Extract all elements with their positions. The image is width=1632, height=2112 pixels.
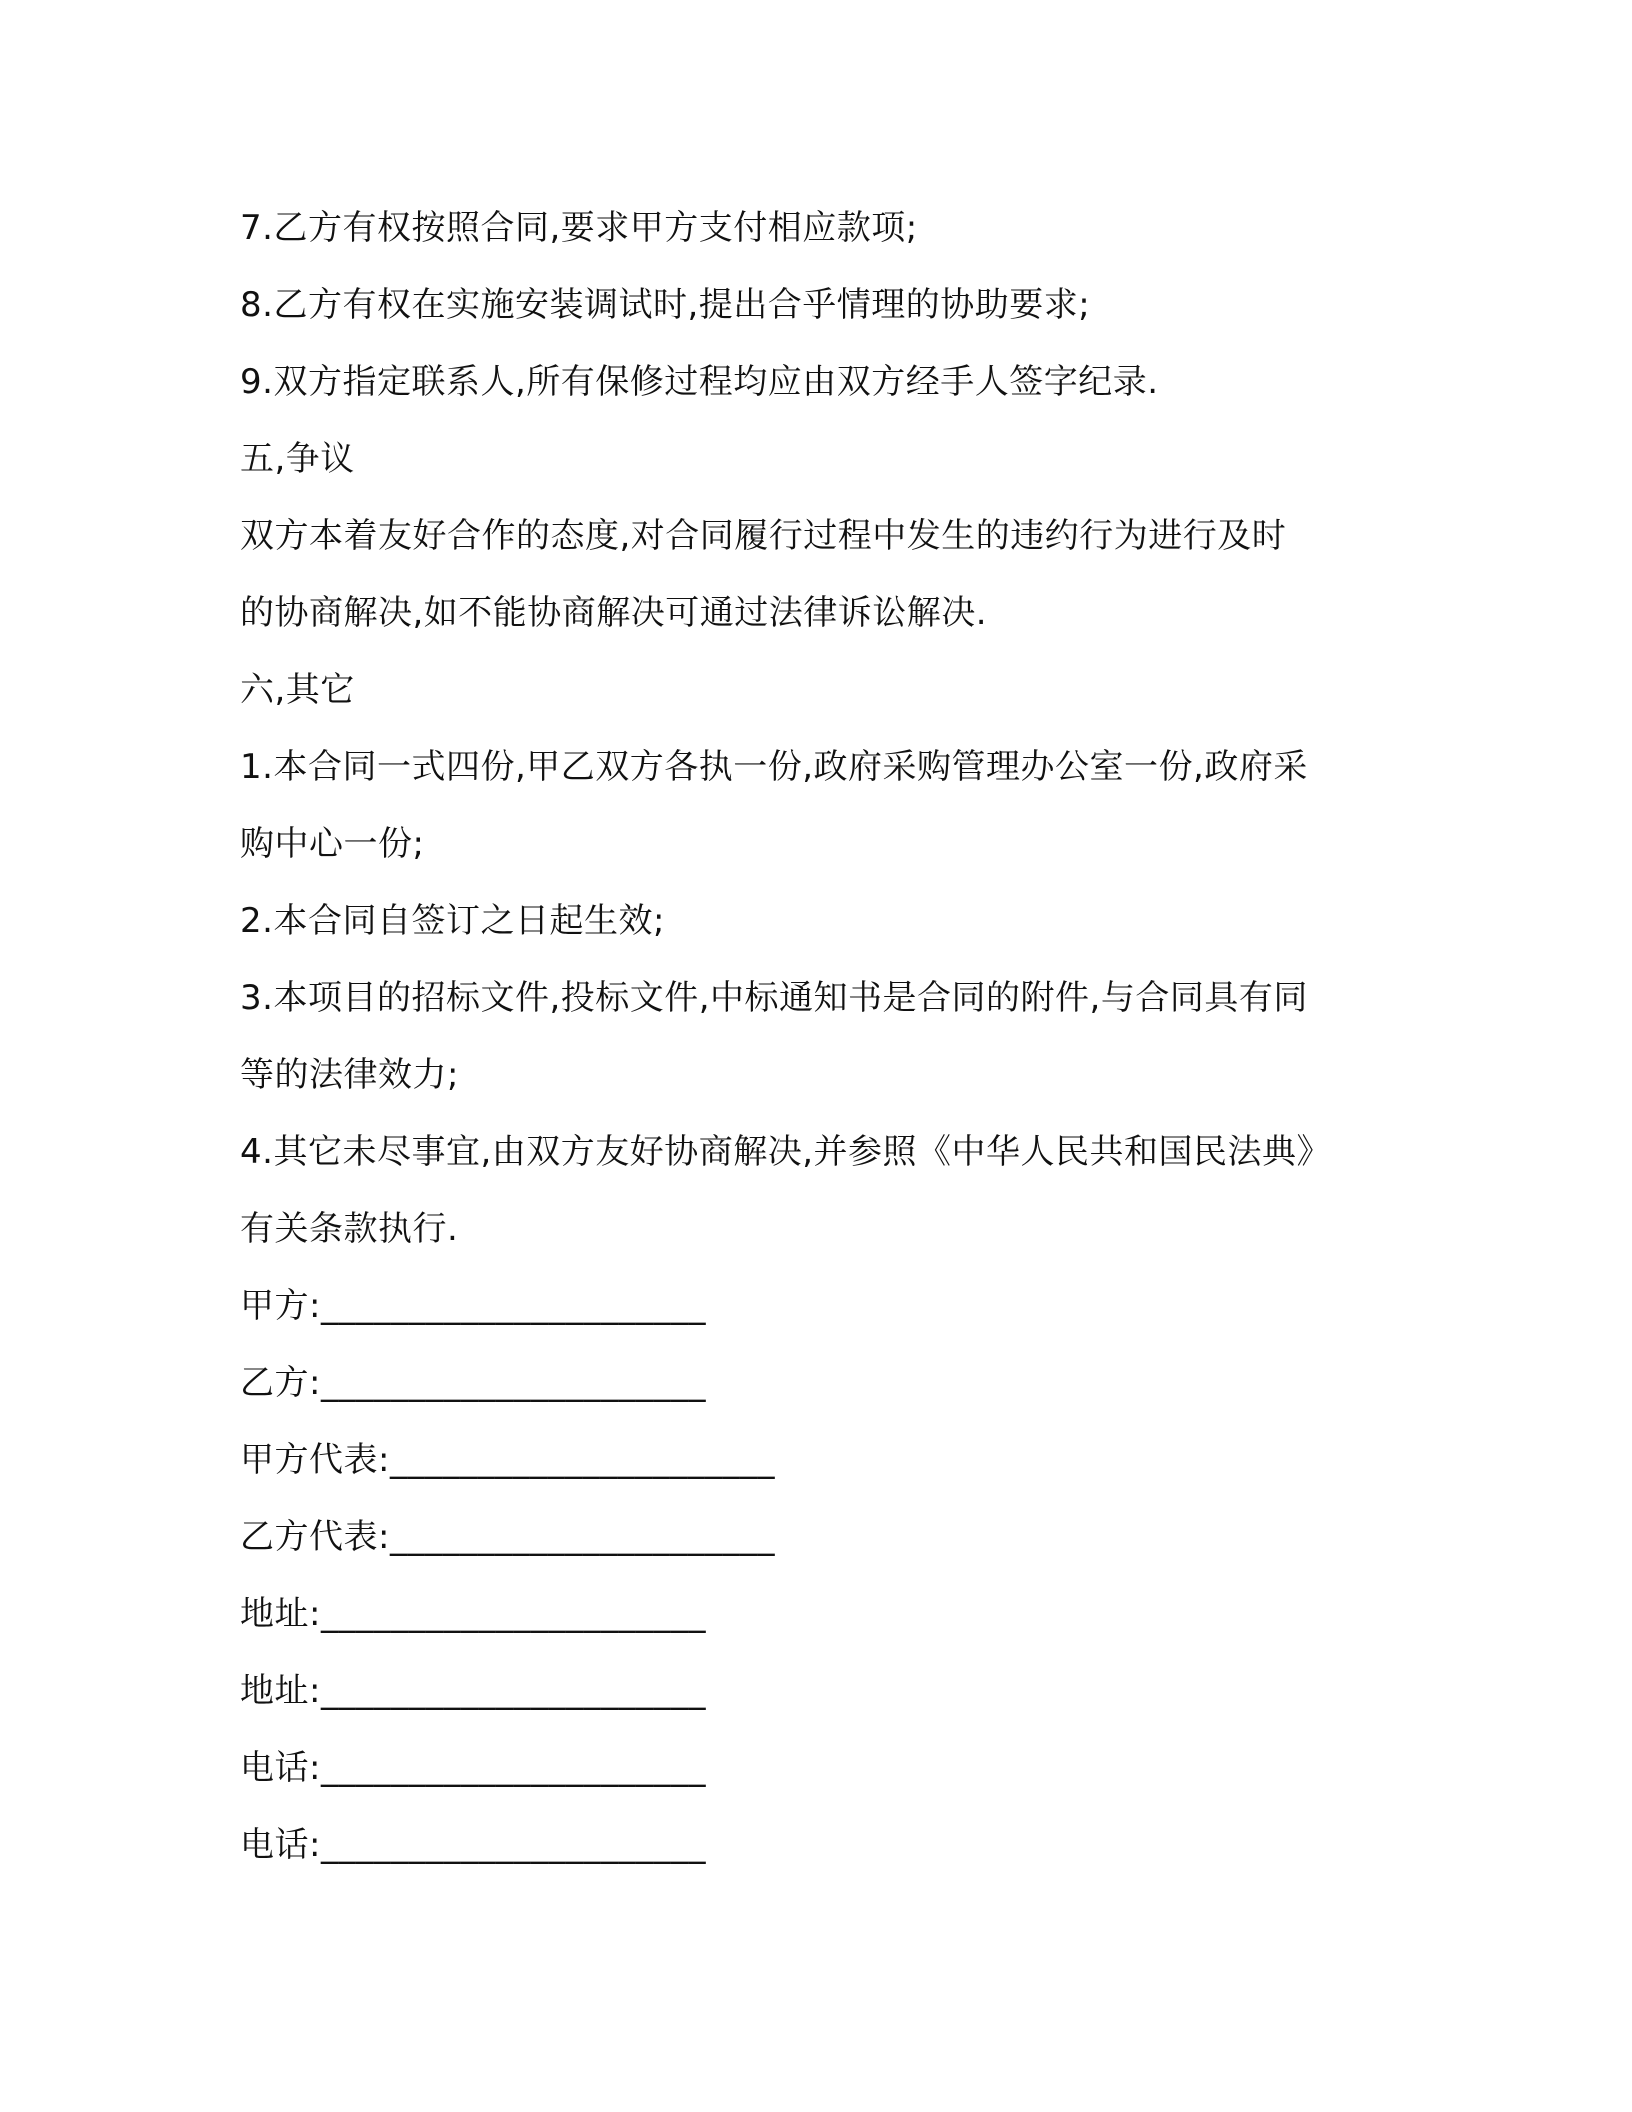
- signature-party-a-representative: 甲方代表:______________________: [240, 1440, 775, 1480]
- address-field-1: 地址:______________________: [240, 1594, 706, 1634]
- phone-field-1: 电话:______________________: [240, 1748, 706, 1788]
- signature-party-a: 甲方:______________________: [240, 1286, 706, 1326]
- other-clause-1-line-2: 购中心一份;: [240, 824, 425, 864]
- phone-field-2: 电话:______________________: [240, 1825, 706, 1865]
- clause-7: 7.乙方有权按照合同,要求甲方支付相应款项;: [240, 208, 918, 248]
- other-clause-1-line-1: 1.本合同一式四份,甲乙双方各执一份,政府采购管理办公室一份,政府采: [240, 747, 1308, 787]
- other-clause-4-line-1: 4.其它未尽事宜,由双方友好协商解决,并参照《中华人民共和国民法典》: [240, 1132, 1332, 1172]
- section-heading-other: 六,其它: [240, 670, 355, 710]
- document-body: [240, 190, 1420, 1884]
- other-clause-2: 2.本合同自签订之日起生效;: [240, 901, 665, 941]
- signature-party-b-representative: 乙方代表:______________________: [240, 1517, 775, 1557]
- other-clause-3-line-2: 等的法律效力;: [240, 1055, 459, 1095]
- clause-9: 9.双方指定联系人,所有保修过程均应由双方经手人签字纪录.: [240, 362, 1159, 402]
- section-heading-dispute: 五,争议: [240, 439, 355, 479]
- dispute-paragraph-line-2: 的协商解决,如不能协商解决可通过法律诉讼解决.: [240, 593, 988, 633]
- address-field-2: 地址:______________________: [240, 1671, 706, 1711]
- dispute-paragraph-line-1: 双方本着友好合作的态度,对合同履行过程中发生的违约行为进行及时: [240, 516, 1287, 556]
- other-clause-3-line-1: 3.本项目的招标文件,投标文件,中标通知书是合同的附件,与合同具有同: [240, 978, 1308, 1018]
- signature-party-b: 乙方:______________________: [240, 1363, 706, 1403]
- other-clause-4-line-2: 有关条款执行.: [240, 1209, 459, 1249]
- clause-8: 8.乙方有权在实施安装调试时,提出合乎情理的协助要求;: [240, 285, 1091, 325]
